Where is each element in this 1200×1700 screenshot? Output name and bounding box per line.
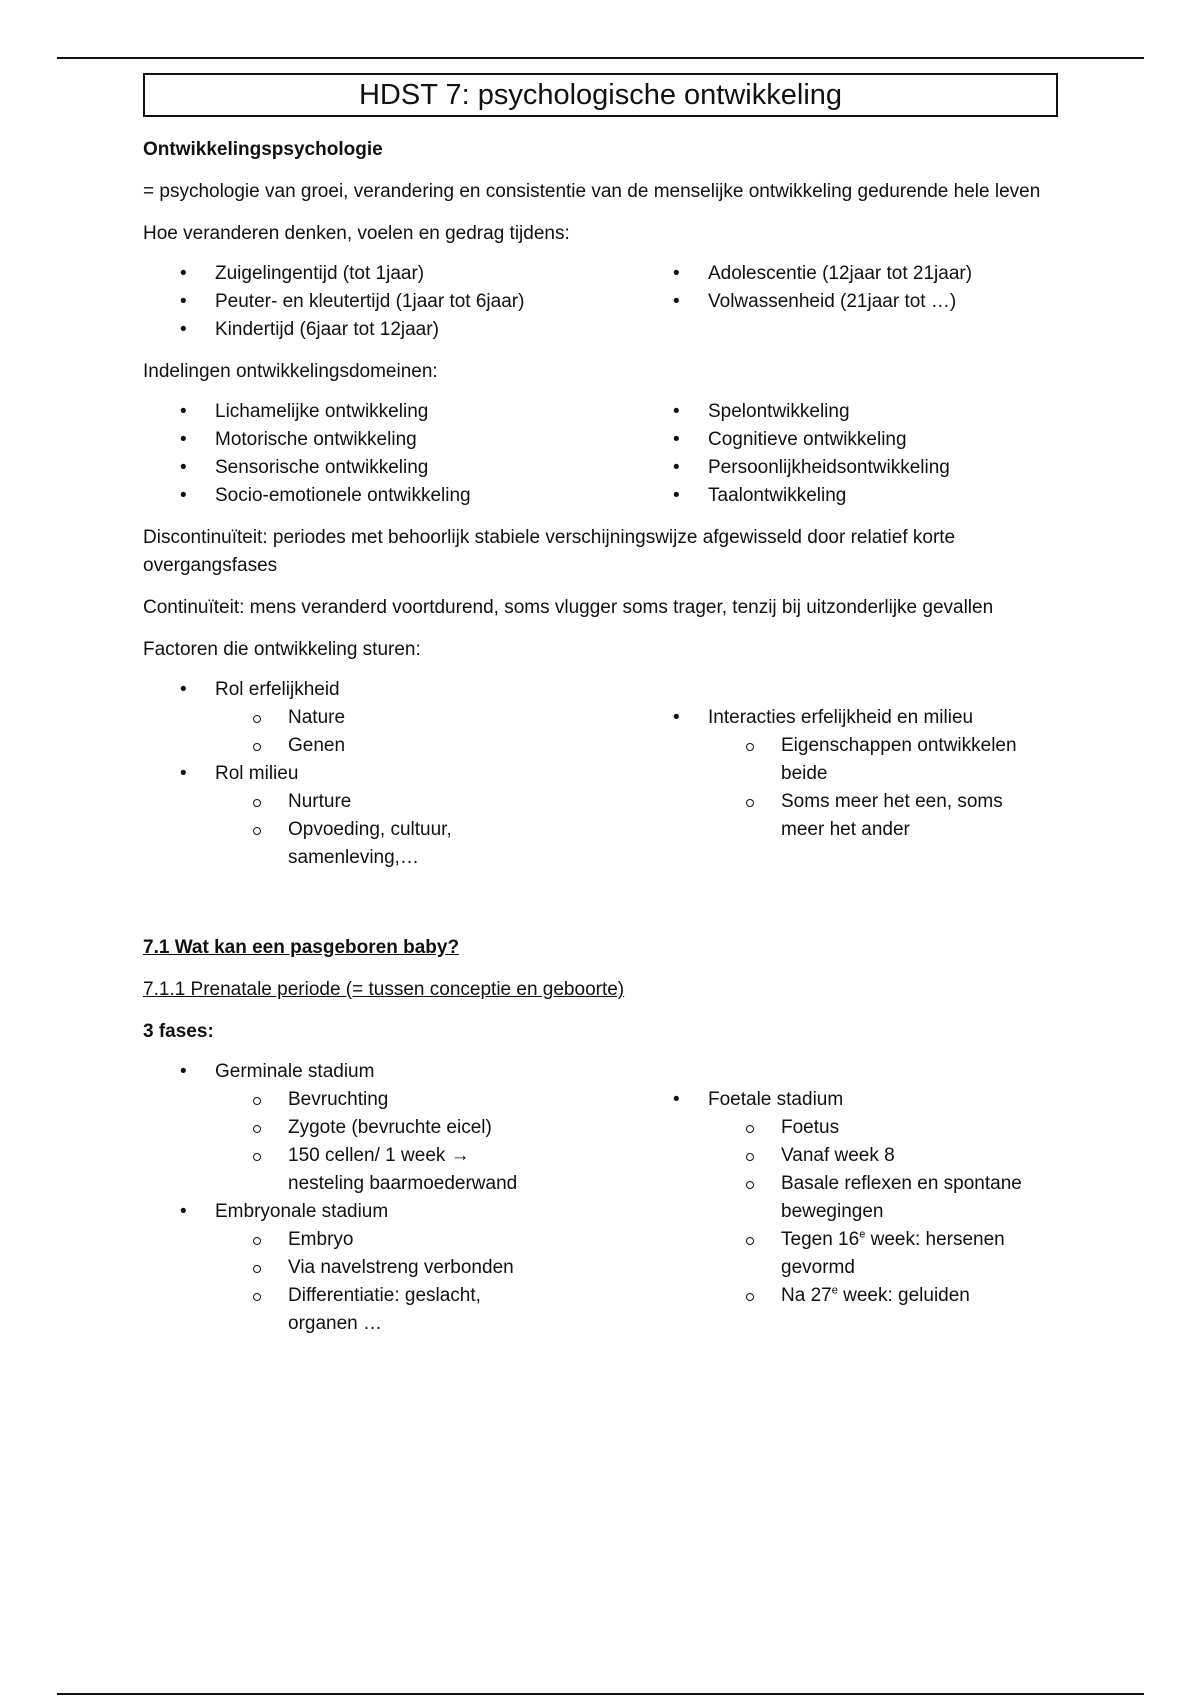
changes-question: Hoe veranderen denken, voelen en gedrag tijdens: [143,223,570,244]
sub-list-item: Bevruchting [215,1086,636,1114]
list-item: • Cognitieve ontwikkeling [636,426,1058,454]
sub-list-item: Basale reflexen en spontane bewegingen [708,1170,1031,1226]
list-item-label: Rol milieu [215,763,299,784]
list-item: • Volwassenheid (21jaar tot …) [636,288,1058,316]
sub-list-item: Nurture [215,788,636,816]
week16-text: Tegen 16 [781,1229,860,1250]
section-heading-7-1-1: 7.1.1 Prenatale periode (= tussen conceptie en geboorte) [143,979,625,1000]
list-item [636,704,1058,844]
list-item-label: Interacties erfelijkheid en milieu [708,707,974,728]
section-heading-7-1: 7.1 Wat kan een pasgeboren baby? [143,937,460,958]
page-title: HDST 7: psychologische ontwikkeling [143,73,1058,117]
discontinuity-text: Discontinuïteit: periodes met behoorlijk stabiele verschijningswijze afgewisseld door relatief korte overgangsfases [143,527,956,576]
definition-text: = psychologie van groei, verandering en consistentie van de menselijke ontwikkeling gedurende hele leven [143,181,1041,202]
footer-rule [57,1693,1144,1695]
week27-text: Na 27 [781,1285,832,1306]
list-item: • Adolescentie (12jaar tot 21jaar) [636,260,1058,288]
list-item: • Taalontwikkeling [636,482,1058,510]
domains-intro: Indelingen ontwikkelingsdomeinen: [143,361,438,382]
sub-list-item: Eigenschappen ontwikkelen beide [708,732,1021,788]
domains-list [143,398,1058,510]
list-item: • Sensorische ontwikkeling [143,454,636,482]
list-item: • Spelontwikkeling [636,398,1058,426]
list-item [143,1058,636,1198]
list-item: • Motorische ontwikkeling [143,426,636,454]
week16-sup: e [859,1228,866,1241]
list-item [143,676,636,760]
sub-list-item: Vanaf week 8 [708,1142,1058,1170]
sub-list-item: Opvoeding, cultuur, samenleving,… [215,816,488,872]
list-item: • Kindertijd (6jaar tot 12jaar) [143,316,636,344]
list-item-label: Foetale stadium [708,1089,844,1110]
phases-title: 3 fases: [143,1021,214,1042]
life-stages-list [143,260,1058,344]
list-item [143,760,636,872]
sub-list-item: Differentiatie: geslacht, organen … [215,1282,498,1338]
week16-rest: week: hersenen gevormd [781,1229,1005,1278]
list-item: • Socio-emotionele ontwikkeling [143,482,636,510]
list-item-label: Embryonale stadium [215,1201,389,1222]
sub-list-item: Foetus [708,1114,1058,1142]
list-item [143,1198,636,1338]
sub-list-item [708,1282,1058,1310]
sub-list-item: Genen [215,732,636,760]
header-rule [57,57,1144,59]
sub-list-item: Zygote (bevruchte eicel) [215,1114,636,1142]
list-item: • Lichamelijke ontwikkeling [143,398,636,426]
sub-list-item: 150 cellen/ 1 week → nesteling baarmoederwand [215,1142,548,1198]
sub-list-item: Soms meer het een, soms meer het ander [708,788,1021,844]
list-item [636,1086,1058,1310]
sub-list-item [708,1226,1031,1282]
sub-list-item: Nature [215,704,636,732]
factors-intro: Factoren die ontwikkeling sturen: [143,639,421,660]
factors-list [143,676,1058,872]
sub-list-item: Via navelstreng verbonden [215,1254,636,1282]
week27-sup: e [831,1284,838,1297]
sub-list-item: Embryo [215,1226,636,1254]
heading-ontwikkelingspsychologie: Ontwikkelingspsychologie [143,139,383,160]
list-item-label: Rol erfelijkheid [215,679,340,700]
continuity-text: Continuïteit: mens veranderd voortdurend, soms vlugger soms trager, tenzij bij uitzonderlijke gevallen [143,597,994,618]
phases-list [143,1058,1058,1338]
week27-rest: week: geluiden [837,1285,970,1306]
list-item: • Zuigelingentijd (tot 1jaar) [143,260,636,288]
document-page [143,73,1058,1338]
list-item-label: Germinale stadium [215,1061,375,1082]
list-item: • Peuter- en kleutertijd (1jaar tot 6jaar) [143,288,636,316]
list-item: • Persoonlijkheidsontwikkeling [636,454,1058,482]
